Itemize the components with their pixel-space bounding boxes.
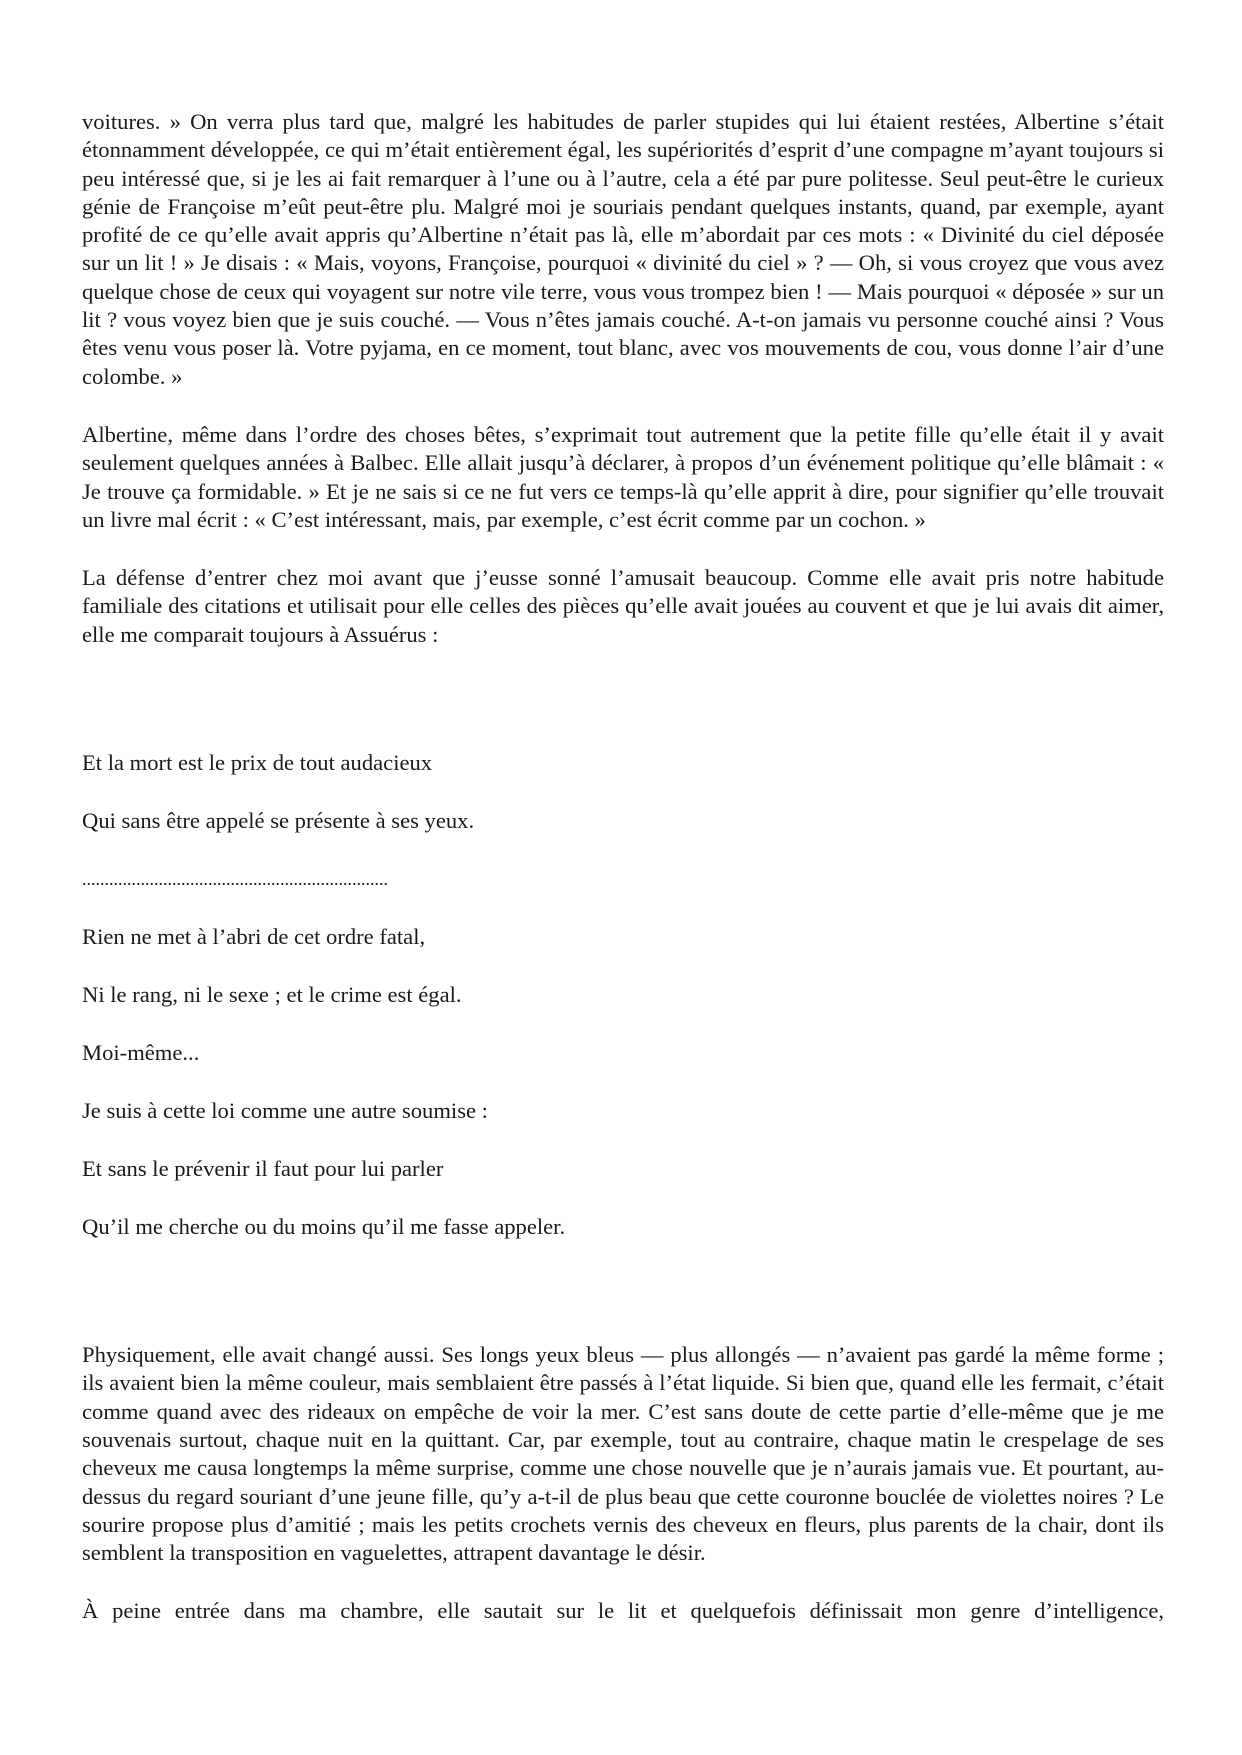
verse-line: Qui sans être appelé se présente à ses yeux. [82,808,475,834]
verse-line: Et la mort est le prix de tout audacieux [82,750,433,776]
verse-quotation [82,749,1164,1241]
paragraph-entering-room: À peine entrée dans ma chambre, elle sautait sur le lit et quelquefois définissait mon genre d’intelligence, [82,1598,1164,1624]
paragraph-physical-change: Physiquement, elle avait changé aussi. Ses longs yeux bleus — plus allongés — n’avaient pas gardé la même forme ; ils avaient bien la même couleur, mais semblaient être passés à l’état liquide. Si bien que, quand elle les fermait, c’était comme quand avec des rideaux on empêche de voir la mer. C’est sans doute de cette partie d’elle-même que je me souvenais surtout, chaque nuit en la quittant. Car, par exemple, tout au contraire, chaque matin le crespelage de ses cheveux me causa longtemps la même surprise, comme une chose nouvelle que je n’aurais jamais vue. Et pourtant, au-dessus du regard souriant d’une jeune fille, qu’y a-t-il de plus beau que cette couronne bouclée de violettes noires ? Le sourire propose plus d’amitié ; mais les petits crochets vernis des cheveux en fleurs, plus parents de la chair, dont ils semblent la transposition en vaguelettes, attrapent davantage le désir. [82,1342,1164,1566]
verse-line: Et sans le prévenir il faut pour lui parler [82,1156,444,1182]
verse-line: Qu’il me cherche ou du moins qu’il me fasse appeler. [82,1214,566,1240]
paragraph-assuerus: La défense d’entrer chez moi avant que j’eusse sonné l’amusait beaucoup. Comme elle avait pris notre habitude familiale des citations et utilisait pour elle celles des pièces qu’elle avait jouées au couvent et que je lui avais dit aimer, elle me comparait toujours à Assuérus : [82,565,1164,647]
paragraph-francoise: voitures. » On verra plus tard que, malgré les habitudes de parler stupides qui lui étaient restées, Albertine s’était étonnamment développée, ce qui m’était entièrement égal, les supériorités d’esprit d’une compagne m’ayant toujours si peu intéressé que, si je les ai fait remarquer à l’une ou à l’autre, cela a été par pure politesse. Seul peut-être le curieux génie de Françoise m’eût peut-être plu. Malgré moi je souriais pendant quelques instants, quand, par exemple, ayant profité de ce qu’elle avait appris qu’Albertine n’était pas là, elle m’abordait par ces mots : « Divinité du ciel déposée sur un lit ! » Je disais : « Mais, voyons, Françoise, pourquoi « divinité du ciel » ? — Oh, si vous croyez que vous avez quelque chose de ceux qui voyagent sur notre vile terre, vous vous trompez bien ! — Mais pourquoi « déposée » sur un lit ? vous voyez bien que je suis couché. — Vous n’êtes jamais couché. A-t-on jamais vu personne couché ainsi ? Vous êtes venu vous poser là. Votre pyjama, en ce moment, tout blanc, avec vos mouvements de cou, vous donne l’air d’une colombe. » [82,109,1164,389]
verse-line: Rien ne met à l’abri de cet ordre fatal, [82,924,426,950]
paragraph-albertine-expressions: Albertine, même dans l’ordre des choses bêtes, s’exprimait tout autrement que la petite fille qu’elle était il y avait seulement quelques années à Balbec. Elle allait jusqu’à déclarer, à propos d’un événement politique qu’elle blâmait : « Je trouve ça formidable. » Et je ne sais si ce ne fut vers ce temps-là qu’elle apprit à dire, pour signifier qu’elle trouvait un livre mal écrit : « C’est intéressant, mais, par exemple, c’est écrit comme par un cochon. » [82,421,1164,532]
document-page [82,108,1164,1626]
verse-ellipsis-dots: .................................................................... [82,869,388,890]
verse-line: Moi-même... [82,1040,200,1066]
verse-line: Ni le rang, ni le sexe ; et le crime est égal. [82,982,462,1008]
verse-line: Je suis à cette loi comme une autre soumise : [82,1098,488,1124]
